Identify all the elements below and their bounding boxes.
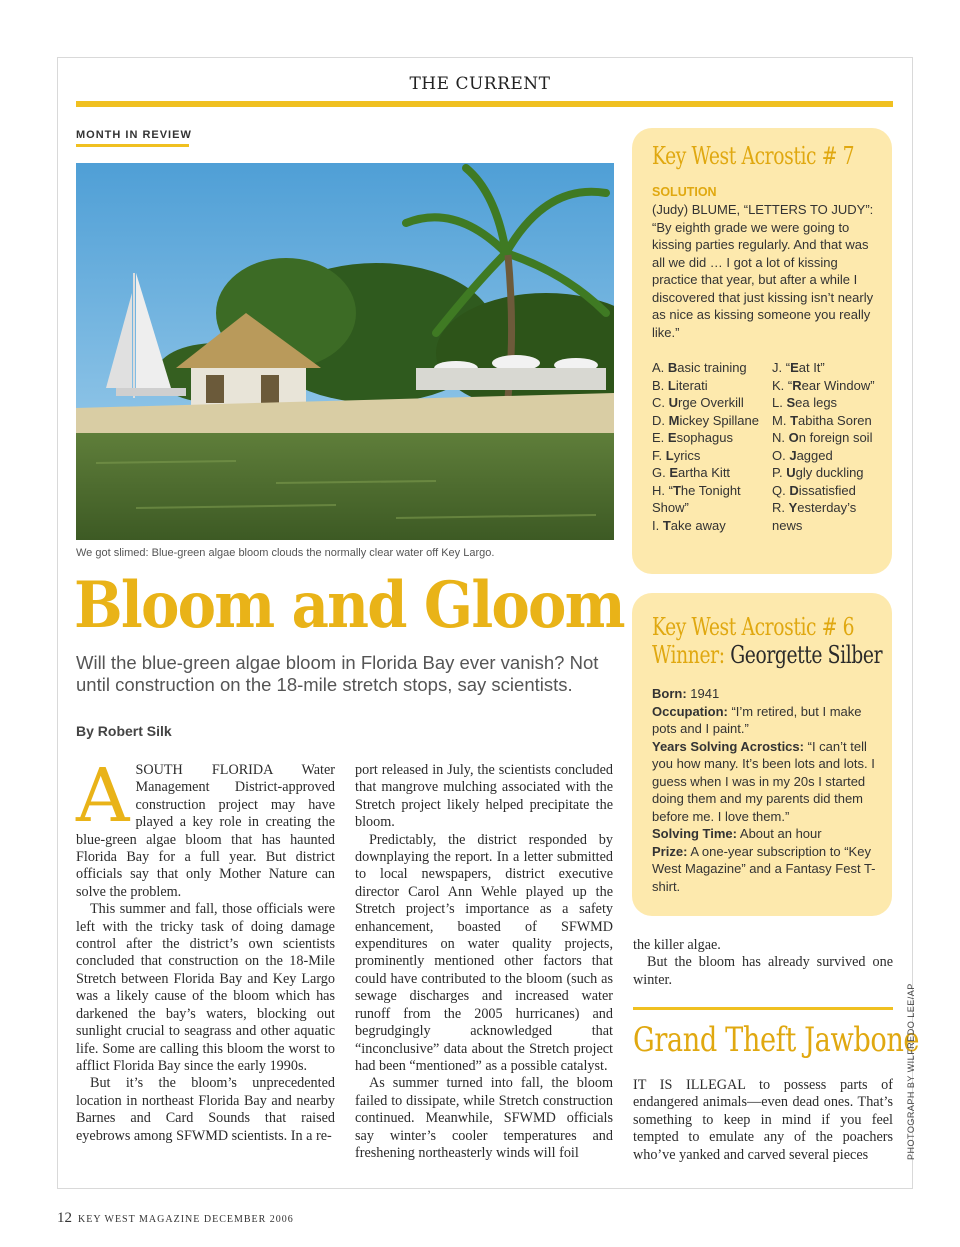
clue-rest: iterati	[675, 377, 708, 393]
acrostic-6-box	[632, 593, 892, 916]
clue-item	[652, 517, 770, 535]
clue-prefix: G.	[652, 465, 670, 480]
time-label: Solving Time:	[652, 826, 737, 841]
clue-rest: ickey Spillane	[679, 412, 759, 428]
clue-rest: asic training	[677, 360, 747, 375]
clue-letter: E	[667, 430, 677, 445]
clue-item	[772, 359, 886, 377]
clue-letter: J	[789, 447, 797, 463]
paragraph: As summer turned into fall, the bloom failed to dissipate, while Stretch construction continued. Meanwhile, SFWMD officials say winter’s cooler temperatures and freshening northeasterly winds will foil	[355, 1075, 613, 1161]
clue-prefix: N.	[772, 430, 789, 445]
clue-item	[652, 412, 770, 430]
paragraph: But the bloom has already survived one winter.	[633, 954, 893, 988]
clue-prefix: P.	[772, 465, 787, 480]
drop-cap: A	[76, 753, 130, 839]
clue-letter: B	[667, 360, 678, 375]
page-footer	[57, 1209, 294, 1227]
clue-rest: esterday’s news	[772, 500, 857, 533]
clue-item	[772, 482, 886, 500]
sidebar-story-text	[633, 1077, 893, 1164]
clue-rest: artha Kitt	[678, 465, 731, 480]
clue-prefix: A.	[652, 360, 668, 375]
paragraph: SOUTH FLORIDA Water Management District-approved construction project may have played a key role in creating the blue-green algae bloom that has haunted Florida Bay for a full year. But district officials say that only Mother Nature can solve the problem.	[76, 762, 335, 900]
clue-rest: agged	[796, 447, 833, 463]
clue-rest: gly duckling	[795, 465, 864, 480]
clue-item	[772, 464, 886, 482]
header-rule	[76, 101, 893, 107]
years-value: “I can’t tell you how many. It’s been lots and lots. I guess when I was in my 20s I started doing them and my parents did them before me. I love them.”	[652, 738, 875, 824]
clue-letter: U	[786, 465, 796, 480]
clue-letter: O	[788, 430, 799, 445]
clue-item	[652, 359, 770, 377]
born-label: Born:	[652, 686, 687, 701]
clue-rest: n foreign soil	[798, 430, 873, 445]
winner-label: Winner:	[652, 641, 725, 669]
clue-item	[652, 377, 770, 395]
clue-letter: L	[665, 447, 674, 463]
clue-letter: E	[790, 360, 799, 375]
clue-rest: ea legs	[795, 395, 838, 410]
footer-text: KEY WEST MAGAZINE DECEMBER 2006	[78, 1214, 294, 1225]
clue-letter: T	[662, 517, 671, 533]
winner-line	[652, 641, 882, 669]
winner-details	[652, 685, 880, 895]
clue-item	[772, 412, 886, 430]
winner-name: Georgette Silber	[730, 641, 883, 669]
solution-text: (Judy) BLUME, “LETTERS TO JUDY”: “By eighth grade we were going to kissing parties regularly. And that was all we did … I got a lot of kissing practice that year, but after a while I discovered that just kissing isn’t nearly as nice as kissing someone you really like.”	[652, 202, 874, 340]
clue-prefix: R.	[772, 500, 789, 515]
clue-rest: issatisfied	[798, 482, 856, 498]
paragraph: This summer and fall, those officials were left with the tricky task of doing damage control after the district’s own scientists concluded that construction on the 18-Mile Stretch between Florida Bay and Key Largo was a likely cause of the bloom which has darkened the bay’s waters, blocking out sunlight crucial to seagrass and other aquatic life. Some are calling this bloom the worst to afflict Florida Bay since the early 1990s.	[76, 901, 335, 1074]
prize-label: Prize:	[652, 843, 688, 859]
clue-item	[772, 447, 886, 465]
prize-value: A one-year subscription to “Key West Magazine” and a Fantasy Fest T-shirt.	[652, 843, 876, 894]
occupation-value: “I’m retired, but I make pots and I paint.”	[652, 703, 862, 736]
page-number: 12	[57, 1210, 72, 1226]
acrostic-7-box	[632, 128, 892, 574]
clue-prefix: O.	[772, 447, 790, 463]
clue-item	[772, 499, 886, 534]
clue-prefix: J. “	[772, 360, 791, 375]
clue-letter: U	[668, 395, 679, 410]
clue-rest: at It”	[798, 360, 825, 375]
photo-credit: PHOTOGRAPH BY WILFREDO LEE/AP	[906, 983, 916, 1160]
clue-prefix: B.	[652, 377, 668, 393]
clue-rest: he Tonight Show”	[652, 482, 741, 515]
paragraph: port released in July, the scientists concluded that mangrove mulching associated with the Stretch project likely helped precipitate the bloom.	[355, 762, 613, 831]
clues-left	[652, 359, 770, 534]
solution-label: SOLUTION	[652, 185, 717, 199]
paragraph: Predictably, the district responded by downplaying the report. In a letter submitted to local newspapers, district executive director Carol Ann Wehle played up the Stretch project’s importance as a safety enhancement, boasted of SFWMD expenditures on water quality projects, prominently mentioned other factors that could have contributed to the bloom (such as sewage discharges and increased water runoff from the 2005 hurricanes) and begrudgingly acknowledged that “inconclusive” data about the Stretch project had been “mentioned” as a possible catalyst.	[355, 831, 613, 1074]
clue-letter: T	[790, 412, 799, 428]
paragraph: the killer algae.	[633, 937, 721, 953]
occupation-label: Occupation:	[652, 703, 728, 719]
paragraph: But it’s the bloom’s unprecedented location in northeast Florida Bay and nearby Barnes and Card Sounds that raised eyebrows among SFWMD scientists. In a re-	[76, 1075, 335, 1144]
clue-rest: sophagus	[676, 430, 733, 445]
acrostic-7-title: Key West Acrostic # 7	[652, 142, 855, 170]
article-column-1	[76, 753, 335, 1145]
clue-prefix: I.	[652, 517, 663, 533]
clue-prefix: C.	[652, 395, 669, 410]
clue-item	[772, 394, 886, 412]
section-title: THE CURRENT	[409, 74, 551, 94]
clue-prefix: L.	[772, 395, 787, 410]
clue-rest: yrics	[673, 447, 701, 463]
clue-item	[772, 377, 886, 395]
clue-prefix: F.	[652, 447, 666, 463]
clue-letter: D	[789, 482, 799, 498]
acrostic-6-title: Key West Acrostic # 6	[652, 613, 855, 641]
years-label: Years Solving Acrostics:	[652, 738, 804, 754]
clue-letter: L	[667, 377, 676, 393]
born-value: 1941	[690, 686, 720, 701]
clue-letter: R	[792, 377, 802, 393]
clues-right	[772, 359, 886, 534]
kicker: MONTH IN REVIEW	[76, 129, 192, 141]
clue-prefix: Q.	[772, 482, 790, 498]
time-value: About an hour	[739, 826, 822, 841]
article-column-2	[355, 762, 613, 1162]
article-headline: Bloom and Gloom	[74, 568, 624, 643]
clue-rest: ear Window”	[801, 377, 875, 393]
clue-letter: S	[786, 395, 796, 410]
clue-letter: Y	[788, 500, 798, 515]
clue-prefix: M.	[772, 412, 791, 428]
photo-caption: We got slimed: Blue-green algae bloom clouds the normally clear water off Key Largo.	[76, 547, 495, 559]
clue-letter: T	[672, 482, 681, 498]
article-column-3	[633, 937, 893, 989]
article-dek: Will the blue-green algae bloom in Florida Bay ever vanish? Not until construction on the 18-mile stretch stops, say scientists.	[76, 652, 599, 695]
sidebar-headline: Grand Theft Jawbone	[633, 1020, 920, 1060]
byline: By Robert Silk	[76, 723, 172, 739]
clue-item	[652, 482, 770, 517]
clue-item	[652, 447, 770, 465]
clue-letter: E	[669, 465, 679, 480]
clue-prefix: D.	[652, 412, 669, 428]
clue-item	[652, 464, 770, 482]
kicker-underline	[76, 144, 189, 147]
clue-rest: abitha Soren	[798, 412, 872, 428]
paragraph: IT IS ILLEGAL to possess parts of endangered animals—even dead ones. That’s something to keep in mind if you feel tempted to emulate any of the poachers who’ve yanked and carved several pieces	[633, 1077, 893, 1163]
clue-item	[772, 429, 886, 447]
clue-prefix: E.	[652, 430, 668, 445]
key-largo-photo	[76, 163, 614, 540]
clue-prefix: K. “	[772, 377, 793, 393]
sidebar-rule	[633, 1007, 893, 1010]
clue-letter: M	[668, 412, 680, 428]
clue-rest: ake away	[670, 517, 726, 533]
clue-item	[652, 429, 770, 447]
clue-prefix: H. “	[652, 482, 673, 498]
clue-item	[652, 394, 770, 412]
clue-rest: rge Overkill	[678, 395, 744, 410]
